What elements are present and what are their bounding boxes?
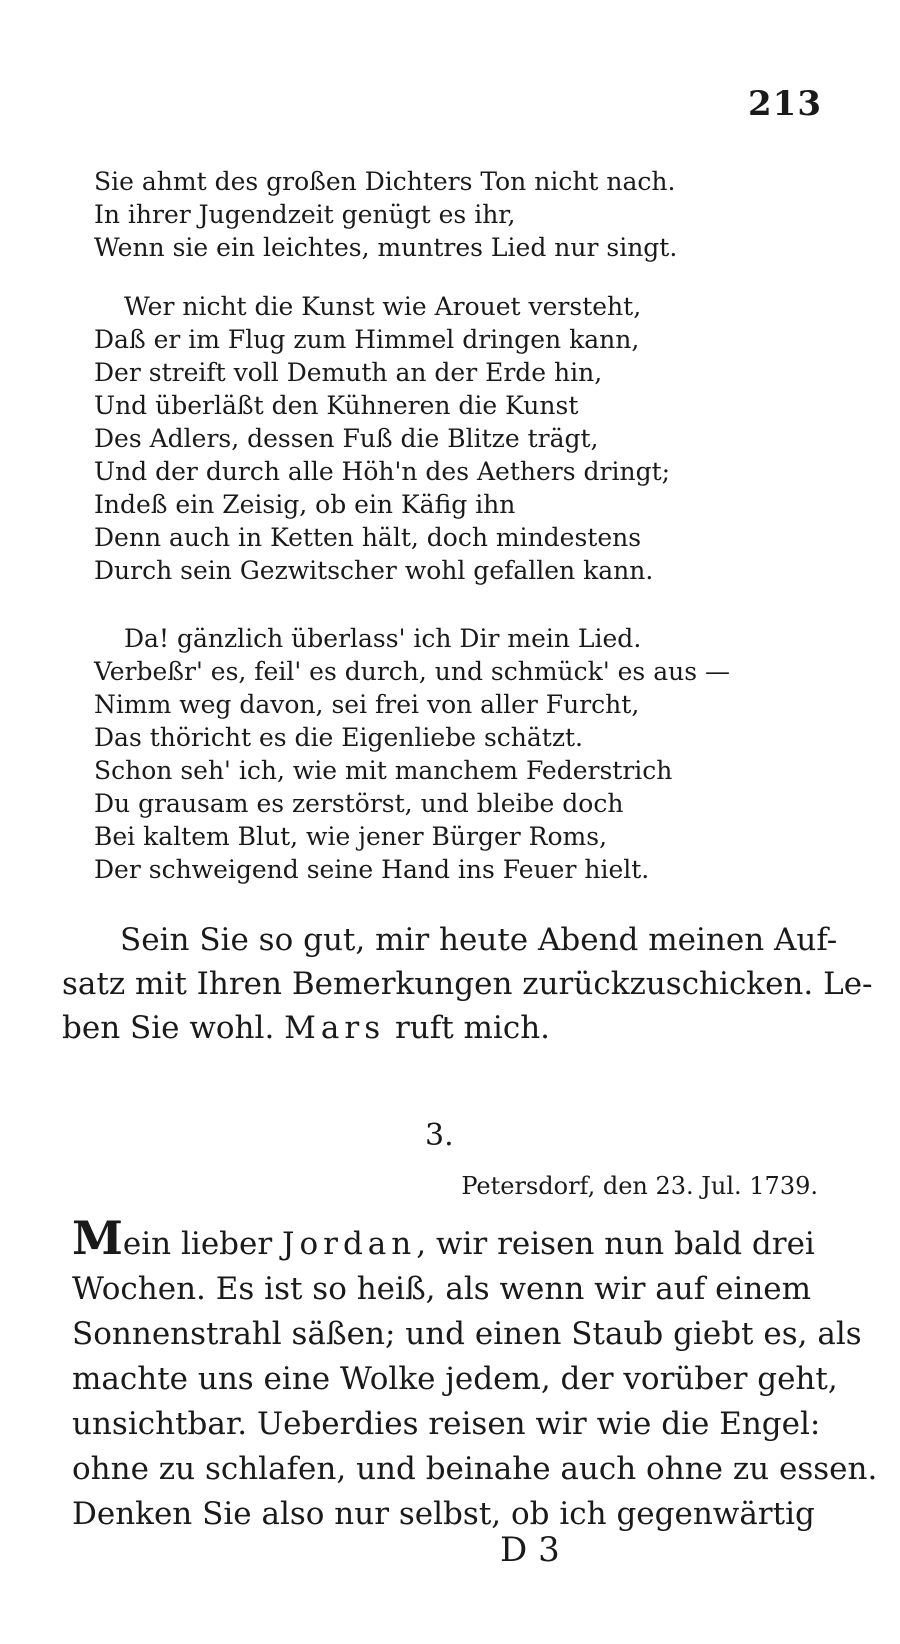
paragraph-line: Denken Sie also nur selbst, ob ich gegenwärtig [72, 1496, 815, 1532]
verse-line: In ihrer Jugendzeit genügt es ihr, [94, 200, 516, 229]
text-span: ruft mich. [385, 1010, 551, 1046]
verse-line: Nimm weg davon, sei frei von aller Furcht, [94, 690, 640, 719]
verse-line: Indeß ein Zeisig, ob ein Käfig ihn [94, 490, 516, 519]
verse-line: Du grausam es zerstörst, und bleibe doch [94, 789, 624, 818]
verse-line: Daß er im Flug zum Himmel dringen kann, [94, 325, 640, 354]
verse-line: Und der durch alle Höh'n des Aethers dringt; [94, 457, 671, 486]
verse-line: Der streift voll Demuth an der Erde hin, [94, 358, 603, 387]
letter-closing-paragraph [62, 918, 873, 1050]
verse-line: Da! gänzlich überlass' ich Dir mein Lied. [124, 624, 642, 653]
letter-dateline: Petersdorf, den 23. Jul. 1739. [461, 1172, 818, 1200]
verse-line: Bei kaltem Blut, wie jener Bürger Roms, [94, 822, 608, 851]
page-number: 213 [748, 84, 822, 124]
verse-line: Wenn sie ein leichtes, muntres Lied nur singt. [94, 233, 678, 262]
verse-stanza-3 [94, 622, 814, 886]
verse-line: Das thöricht es die Eigenliebe schätzt. [94, 723, 584, 752]
drop-cap: M [72, 1211, 123, 1265]
verse-line: Durch sein Gezwitscher wohl gefallen kann. [94, 556, 654, 585]
paragraph-line: Sonnenstrahl säßen; und einen Staub giebt es, als [72, 1316, 862, 1352]
text-span: ben Sie wohl. [62, 1010, 285, 1046]
paragraph-line: Wochen. Es ist so heiß, als wenn wir auf einem [72, 1271, 812, 1307]
paragraph-line: machte uns eine Wolke jedem, der vorüber geht, [72, 1361, 838, 1397]
paragraph-line: ohne zu schlafen, und beinahe auch ohne zu essen. [72, 1451, 878, 1487]
signature-mark: D 3 [500, 1530, 560, 1570]
letter-number: 3. [425, 1118, 454, 1153]
letter-body [72, 1211, 878, 1537]
verse-line: Denn auch in Ketten hält, doch mindestens [94, 523, 642, 552]
paragraph-line [72, 1211, 832, 1267]
verse-line: Der schweigend seine Hand ins Feuer hielt. [94, 855, 650, 884]
text-span: , wir reisen nun bald drei [416, 1226, 815, 1262]
verse-stanza-2 [94, 290, 814, 587]
paragraph-line [62, 1006, 832, 1050]
emphasized-name: Mars [284, 1010, 386, 1046]
verse-line: Schon seh' ich, wie mit manchem Federstrich [94, 756, 673, 785]
paragraph-line: Sein Sie so gut, mir heute Abend meinen Auf- [120, 922, 838, 958]
verse-line: Und überläßt den Kühneren die Kunst [94, 391, 579, 420]
verse-stanza-1 [94, 165, 814, 264]
verse-line: Sie ahmt des großen Dichters Ton nicht nach. [94, 167, 676, 196]
paragraph-line: satz mit Ihren Bemerkungen zurückzuschicken. Le- [62, 966, 873, 1002]
emphasized-name: Jordan [282, 1226, 417, 1262]
verse-line: Wer nicht die Kunst wie Arouet versteht, [124, 292, 642, 321]
verse-line: Verbeßr' es, feil' es durch, und schmück' es aus — [94, 657, 730, 686]
verse-line: Des Adlers, dessen Fuß die Blitze trägt, [94, 424, 599, 453]
text-span: ein lieber [122, 1226, 283, 1262]
paragraph-line: unsichtbar. Ueberdies reisen wir wie die Engel: [72, 1406, 821, 1442]
